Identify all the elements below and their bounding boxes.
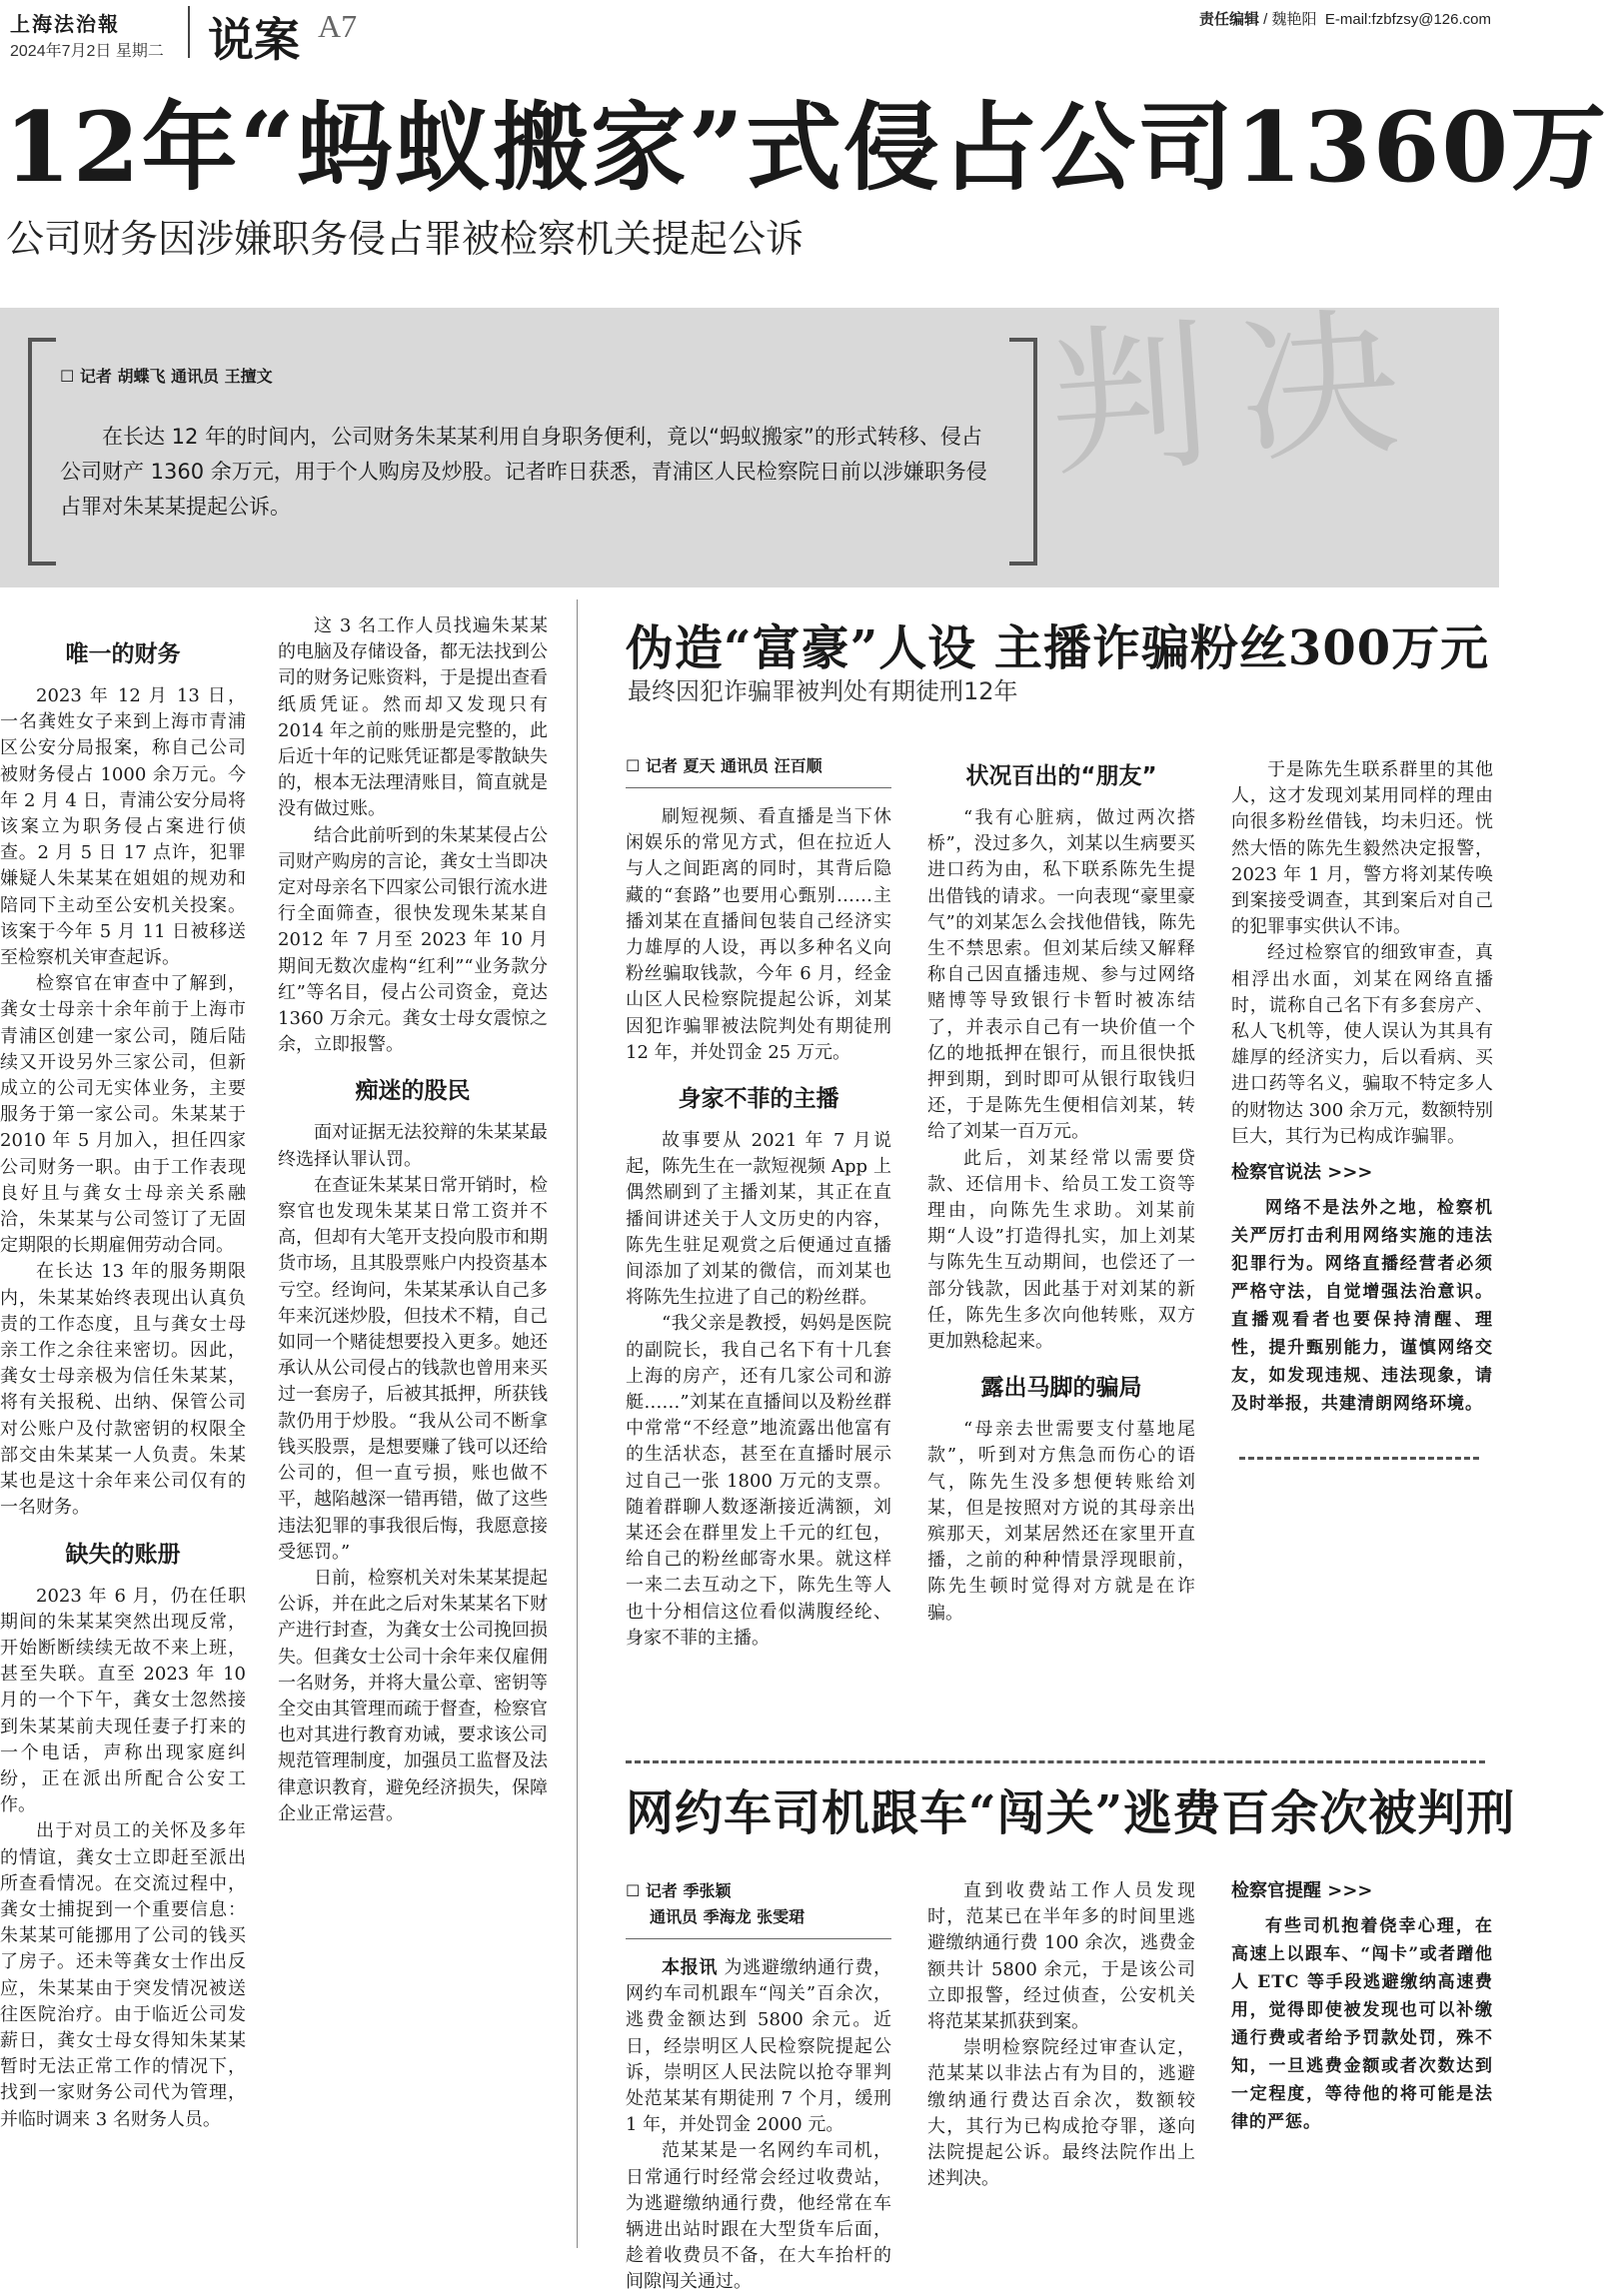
- paper-name: 上海法治報: [10, 12, 120, 36]
- paragraph: 直到收费站工作人员发现时，范某已在半年多的时间里逃避缴纳通行费 100 余次，逃费金额共计 5800 余元，于是该公司立即报警，经过侦查，公安机关将范某某抓获到案。: [927, 1880, 1195, 2033]
- story2-advice-heading: 检察官说法 >>>: [1231, 1162, 1373, 1184]
- lead-headline: 12年“蚂蚁搬家”式侵占公司1360万: [4, 91, 1608, 204]
- paragraph: 崇明检察院经过审查认定，范某某以非法占有为目的，逃避缴纳通行费达百余次，数额较大，其行为已构成抢夺罪，遂向法院提起公诉。最终法院作出上述判决。: [927, 2037, 1195, 2190]
- story3-credit-line2: 通讯员 季海龙 张雯珺: [650, 1907, 805, 1926]
- paragraph: 检察官在审查中了解到，龚女士母亲十余年前于上海市青浦区创建一家公司，随后陆续又开设另外三家公司，但新成立的公司无实体业务，主要服务于第一家公司。朱某某于 2010 年 5 月加入，担任四家公司财务一职。由于工作表现良好且与龚女士母亲关系融洽，朱某某与公司签订了无固定期限的长期雇佣劳动合同。: [0, 973, 246, 1257]
- paragraph: 此后，刘某经常以需要贷款、还信用卡、给员工发工资等理由，向陈先生求助。刘某前期“人设”打造得扎实，加上刘某与陈先生互动期间，也偿还了一部分钱款，因此基于对刘某的新任，陈先生多次向他转账，双方更加熟稔起来。: [927, 1147, 1195, 1353]
- story2-advice: 网络不是法外之地，检察机关严厉打击利用网络实施的违法犯罪行为。网络直播经营者必须严格守法，自觉增强法治意识。直播观看者也要保持清醒、理性，提升甄别能力，谨慎网络交友，如发现违规、违法现象，请及时举报，共建清朗网络环境。: [1231, 1198, 1493, 1415]
- masthead-divider: [188, 6, 190, 58]
- story-divider: [626, 1760, 1485, 1763]
- column-divider: [577, 599, 578, 2248]
- lead-intro: 在长达 12 年的时间内，公司财务朱某某利用自身职务便利，竟以“蚂蚁搬家”的形式转移、侵占公司财产 1360 余万元，用于个人购房及炒股。记者昨日获悉，青浦区人民检察院日前以涉嫌职务侵占罪对朱某某提起公诉。: [60, 425, 987, 519]
- story3-column-2: [927, 1878, 1195, 2240]
- editor-label: 责任编辑: [1199, 11, 1260, 28]
- story3-advice-heading: 检察官提醒 >>>: [1231, 1880, 1373, 1901]
- paragraph: 面对证据无法狡辩的朱某某最终选择认罪认罚。: [278, 1122, 548, 1170]
- page-number: A7: [318, 8, 358, 44]
- paragraph: 在查证朱某某日常开销时，检察官也发现朱某某日常工资并不高，但却有大笔开支投向股市和期货市场，且其股票账户内投资基本亏空。经询问，朱某某承认自己多年来沉迷炒股，但技术不精，自己如同一个赌徒想要投入更多。她还承认从公司侵占的钱款也曾用来买过一套房子，后被其抵押，所获钱款仍用于炒股。“我从公司不断拿钱买股票，是想要赚了钱可以还给公司的，但一直亏损，账也做不平，越陷越深一错再错，做了这些违法犯罪的事我很后悔，我愿意接受惩罚。”: [278, 1174, 548, 1563]
- paragraph: 出于对员工的关怀及多年的情谊，龚女士立即赶至派出所查看情况。在交流过程中，龚女士捕捉到一个重要信息：朱某某可能挪用了公司的钱买了房子。还未等龚女士作出反应，朱某某由于突发情况被送往医院治疗。由于临近公司发薪日，龚女士母女得知朱某某暂时无法正常工作的情况下，找到一家财务公司代为管理，并临时调来 3 名财务人员。: [0, 1820, 246, 2130]
- editor-email: E-mail:fzbfzsy@126.com: [1324, 11, 1491, 28]
- paragraph: 刷短视频、看直播是当下休闲娱乐的常见方式，但在拉近人与人之间距离的同时，其背后隐藏的“套路”也要用心甄别……主播刘某在直播间包装自己经济实力雄厚的人设，再以多种名义向粉丝骗取钱款，今年 6 月，经金山区人民检察院提起公诉，刘某因犯诈骗罪被法院判处有期徒刑 12 年，并处罚金 25 万元。: [626, 806, 891, 1063]
- story3-credit-line1: ☐ 记者 季张颖: [626, 1881, 732, 1900]
- paragraph: 在长达 13 年的服务期限内，朱某某始终表现出认真负责的工作态度，且与龚女士母亲工作之余往来密切。因此，龚女士母亲极为信任朱某某，将有关报税、出纳、保管公司对公账户及付款密钥的权限全部交由朱某某一人负责。朱某某也是这十余年来公司仅有的一名财务。: [0, 1261, 246, 1519]
- story3-intro: 为逃避缴纳通行费，网约车司机跟车“闯关”百余次，逃费金额达到 5800 余元。近日，经崇明区人民检察院提起公诉，崇明区人民法院以抢夺罪判处范某某有期徒刑 7 个月，缓刑 1 年，并处罚金 2000 元。: [626, 1957, 892, 2136]
- paragraph: 范某某是一名网约车司机，日常通行时经常会经过收费站，为逃避缴纳通行费，他经常在车辆进出站时跟在大型货车后面，趁着收费员不备，在大车抬杆的间隙闯关通过。: [626, 2140, 891, 2293]
- story2-title: 伪造“富豪”人设 主播诈骗粉丝300万元: [626, 620, 1490, 676]
- editor-name: 魏艳阳: [1271, 11, 1317, 28]
- section-heading: 身家不菲的主播: [678, 1086, 839, 1113]
- story3-column-1: [626, 1878, 892, 2293]
- section-name: 说案: [208, 13, 300, 67]
- paragraph: 于是陈先生联系群里的其他人，这才发现刘某用同样的理由向很多粉丝借钱，均未归还。恍然大悟的陈先生毅然决定报警，2023 年 1 月，警方将刘某传唤到案接受调查，其到案后对自己的犯罪事实供认不讳。: [1231, 759, 1493, 938]
- story3-credit: [626, 1878, 891, 1939]
- paragraph: 结合此前听到的朱某某侵占公司财产购房的言论，龚女士当即决定对母亲名下四家公司银行流水进行全面筛查，很快发现朱某某自 2012 年 7 月至 2023 年 10 月期间无数次虚构“红利”“业务款分红”等名目，侵占公司资金，竟达 1360 万余元。龚女士母女震惊之余，立即报警。: [278, 824, 548, 1056]
- lead-label: 本报讯: [662, 1957, 719, 1978]
- section-heading: 唯一的财务: [65, 641, 181, 667]
- story3-column-3: [1231, 1878, 1493, 2240]
- lead-subheadline: 公司财务因涉嫌职务侵占罪被检察机关提起公诉: [6, 217, 804, 261]
- paragraph: 经过检察官的细致审查，真相浮出水面，刘某在网络直播时，谎称自己名下有多套房产、私人飞机等，使人误认为其具有雄厚的经济实力，后以看病、买进口药等名义，骗取不特定多人的财物达 300 余万元，数额特别巨大，其行为已构成诈骗罪。: [1231, 942, 1493, 1147]
- section-heading: 痴迷的股民: [355, 1078, 471, 1105]
- paragraph: “我有心脏病，做过两次搭桥”，没过多久，刘某以生病要买进口药为由，私下联系陈先生提出借钱的请求。一向表现“豪里豪气”的刘某怎么会找他借钱，陈先生不禁思索。但刘某后续又解释称自己因直播违规、参与过网络赌博等导致银行卡暂时被冻结了，并表示自己有一块价值一个亿的地抵押在银行，而且很快抵押到期，到时即可从银行取钱归还，于是陈先生便相信刘某，转给了刘某一百万元。: [927, 807, 1195, 1143]
- section-heading: 露出马脚的骗局: [980, 1375, 1142, 1402]
- story2-column-3: [1231, 757, 1493, 1713]
- story2-subtitle: 最终因犯诈骗罪被判处有期徒刑12年: [628, 677, 1018, 705]
- lead-credit: ☐ 记者 胡蝶飞 通讯员 王擅文: [60, 367, 273, 386]
- paragraph: 2023 年 6 月，仍在任职期间的朱某某突然出现反常，开始断断续续无故不来上班，甚至失联。直至 2023 年 10 月的一个下午，龚女士忽然接到朱某某前夫现任妻子打来的一个电话，声称出现家庭纠纷，正在派出所配合公安工作。: [0, 1585, 246, 1816]
- paragraph: “我父亲是教授，妈妈是医院的副院长，我自己名下有十几套上海的房产，还有几家公司和游艇……”刘某在直播间以及粉丝群中常常“不经意”地流露出他富有的生活状态，甚至在直播时展示过自己一张 1800 万元的支票。随着群聊人数逐渐接近满额，刘某还会在群里发上千元的红包，给自己的粉丝邮寄水果。就这样一来二去互动之下，陈先生等人也十分相信这位看似满腹经纶、身家不菲的主播。: [626, 1313, 891, 1649]
- paragraph: 故事要从 2021 年 7 月说起，陈先生在一款短视频 App 上偶然刷到了主播刘某，其正在直播间讲述关于人文历史的内容，陈先生驻足观赏之后便通过直播间添加了刘某的微信，而刘某也将陈先生拉进了自己的粉丝群。: [626, 1130, 891, 1309]
- editor-info: 责任编辑 / 魏艳阳 E-mail:fzbfzsy@126.com: [1199, 11, 1491, 28]
- paragraph: 日前，检察机关对朱某某提起公诉，并在此之后对朱某某名下财产进行封查，为龚女士公司挽回损失。但龚女士公司十余年来仅雇佣一名财务，并将大量公章、密钥等全交由其管理而疏于督查，检察官也对其进行教育劝诫，要求该公司规范管理制度，加强员工监督及法律意识教育，避免经济损失，保障企业正常运营。: [278, 1567, 548, 1824]
- section-heading: 状况百出的“朋友”: [965, 763, 1157, 789]
- story3-advice: 有些司机抱着侥幸心理，在高速上以跟车、“闯卡”或者蹭他人 ETC 等手段逃避缴纳高速费用，觉得即使被发现也可以补缴通行费或者给予罚款处罚，殊不知，一旦逃费金额或者次数达到一定程度，等待他的将可能是法律的严惩。: [1231, 1916, 1493, 2133]
- story2-credit: ☐ 记者 夏天 通讯员 汪百顺: [626, 753, 891, 788]
- story3-title: 网约车司机跟车“闯关”逃费百余次被判刑: [626, 1785, 1516, 1841]
- paragraph: “母亲去世需要支付墓地尾款”，听到对方焦急而伤心的语气，陈先生没多想便转账给刘某，但是按照对方说的其母亲出殡那天，刘某居然还在家里开直播，之前的种种情景浮现眼前，陈先生顿时觉得对方就是在诈骗。: [927, 1419, 1195, 1624]
- publication-date: 2024年7月2日 星期二: [10, 43, 164, 60]
- lead-column-1: [0, 635, 246, 2240]
- lead-column-2: [278, 613, 548, 2240]
- masthead: [0, 0, 1499, 68]
- story-divider: [1239, 1457, 1479, 1460]
- section-heading: 缺失的账册: [65, 1541, 181, 1568]
- stamp-watermark: 判决: [1042, 287, 1436, 501]
- story2-column-2: [927, 757, 1195, 1713]
- paragraph: [626, 1955, 891, 2138]
- story2-column-1: [626, 753, 891, 1713]
- paragraph: 2023 年 12 月 13 日，一名龚姓女子来到上海市青浦区公安分局报案，称自己公司被财务侵占 1000 余万元。今年 2 月 4 日，青浦公安分局将该案立为职务侵占案进行侦查。2 月 5 日 17 点许，犯罪嫌疑人朱某某在姐姐的规劝和陪同下主动至公安机关投案。该案于今年 5 月 11 日被移送至检察机关审查起诉。: [0, 685, 246, 969]
- paragraph: 这 3 名工作人员找遍朱某某的电脑及存储设备，都无法找到公司的财务记账资料，于是提出查看纸质凭证。然而却又发现只有 2014 年之前的账册是完整的，此后近十年的记账凭证都是零散缺失的，根本无法理清账目，简直就是没有做过账。: [278, 615, 548, 820]
